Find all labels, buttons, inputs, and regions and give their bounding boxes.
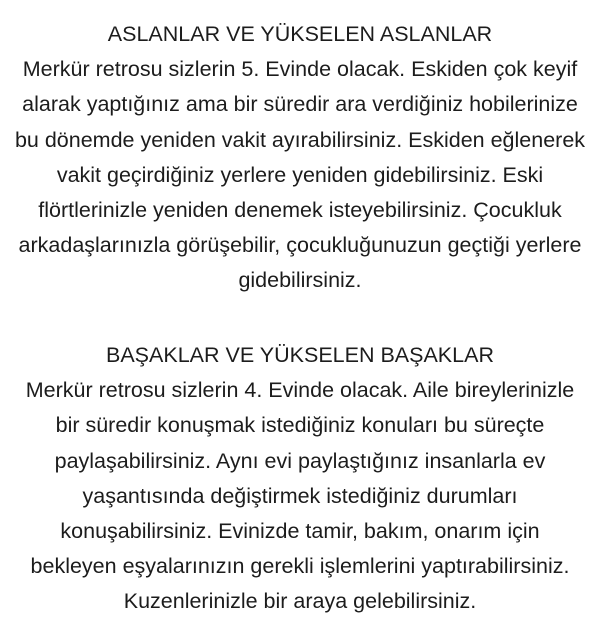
paragraph-line: konuşabilirsiniz. Evinizde tamir, bakım, onarım için [60,518,540,543]
paragraph-line: gidebilirsiniz. [238,268,362,293]
paragraph-line: paylaşabilirsiniz. Aynı evi paylaştığınız insanlarla ev [54,448,546,473]
section-title: ASLANLAR VE YÜKSELEN ASLANLAR [107,22,493,46]
paragraph-line: arkadaşlarınızla görüşebilir, çocukluğunuzun geçtiği yerlere [18,233,582,258]
section-aslanlar [0,17,600,299]
paragraph-line: bekleyen eşyalarınızın gerekli işlemlerini yaptırabilirsiniz. [30,554,570,579]
paragraph-line: Kuzenlerinizle bir araya gelebilirsiniz. [123,589,477,614]
paragraph-line: bu dönemde yeniden vakit ayırabilirsiniz. Eskiden eğlenerek [14,127,586,152]
paragraph-line: vakit geçirdiğiniz yerlere yeniden gidebilirsiniz. Eski [56,162,544,187]
paragraph-line: flörtlerinizle yeniden denemek isteyebilirsiniz. Çocukluk [38,197,562,222]
paragraph-line: Merkür retrosu sizlerin 5. Evinde olacak. Eskiden çok keyif [22,57,578,82]
paragraph-line: yaşantısında değiştirmek istediğiniz durumları [82,483,518,508]
paragraph-line: Merkür retrosu sizlerin 4. Evinde olacak. Aile bireylerinizle [25,378,575,403]
section-title: BAŞAKLAR VE YÜKSELEN BAŞAKLAR [106,343,494,367]
paragraph-line: bir süredir konuşmak istediğiniz konuları bu süreçte [55,413,545,438]
section-basaklar [0,338,600,620]
paragraph-line: alarak yaptığınız ama bir süredir ara verdiğiniz hobilerinize [22,92,578,117]
